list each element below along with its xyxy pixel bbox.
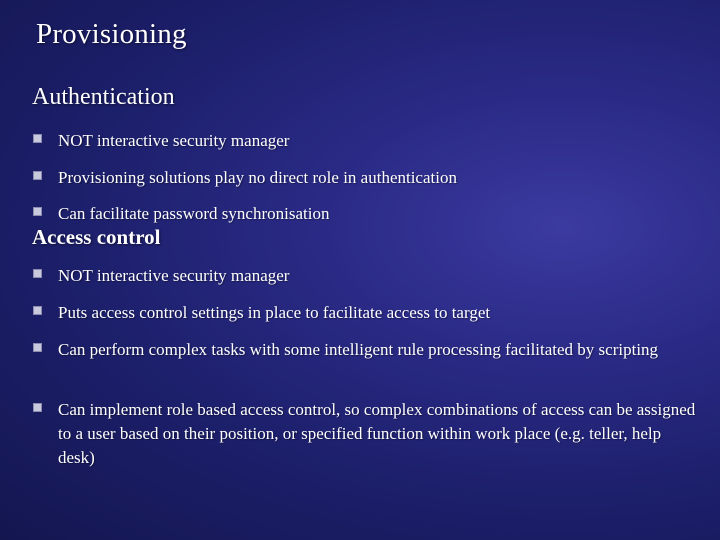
section-heading-access-control: Access control	[32, 225, 161, 249]
bullet-item: Can perform complex tasks with some intelligent rule processing facilitated by scripting	[58, 340, 659, 359]
bullet-marker-icon	[33, 207, 42, 216]
bullet-item: Can implement role based access control, so complex combinations of access can be assigned to a user based on their position, or specified function within work place (e.g. teller, help desk)	[58, 400, 696, 467]
bullet-marker-icon	[33, 134, 42, 143]
bullet-item: Provisioning solutions play no direct role in authentication	[58, 168, 457, 187]
slide-title: Provisioning	[36, 18, 187, 50]
bullet-marker-icon	[33, 269, 42, 278]
bullet-marker-icon	[33, 343, 42, 352]
section-heading-authentication: Authentication	[32, 84, 175, 110]
bullet-item: Can facilitate password synchronisation	[58, 204, 330, 223]
bullet-item: NOT interactive security manager	[58, 131, 290, 150]
bullet-marker-icon	[33, 306, 42, 315]
bullet-item: Puts access control settings in place to facilitate access to target	[58, 303, 491, 322]
bullet-marker-icon	[33, 171, 42, 180]
bullet-marker-icon	[33, 403, 42, 412]
bullet-item: NOT interactive security manager	[58, 266, 290, 285]
